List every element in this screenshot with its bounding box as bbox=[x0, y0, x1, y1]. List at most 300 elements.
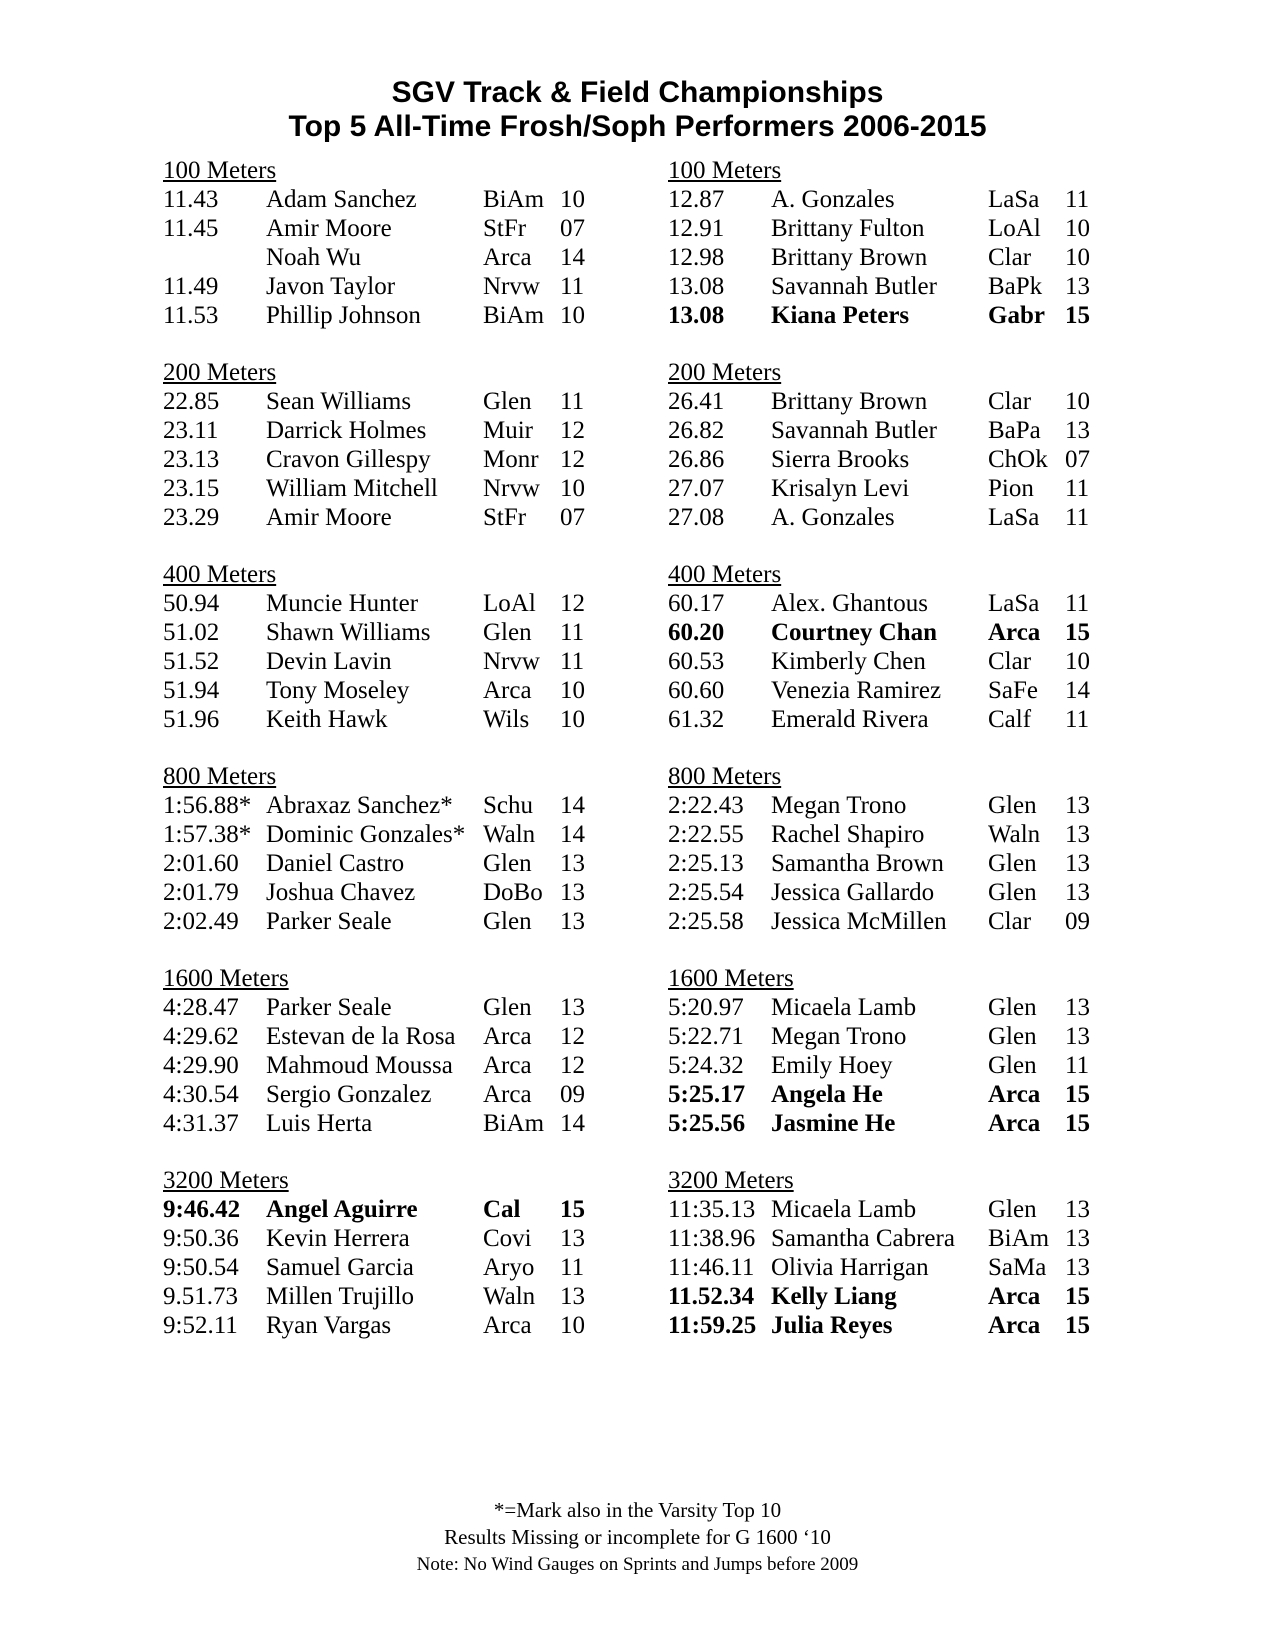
result-year: 15 bbox=[1065, 1081, 1090, 1108]
result-year: 15 bbox=[1065, 302, 1090, 329]
result-mark: 4:28.47 bbox=[163, 994, 239, 1021]
result-row bbox=[668, 185, 1128, 214]
result-name: Devin Lavin bbox=[266, 648, 392, 675]
event-title: 800 Meters bbox=[163, 763, 277, 790]
result-name: Jessica McMillen bbox=[771, 908, 947, 935]
event-block bbox=[668, 964, 1128, 1166]
result-mark: 61.32 bbox=[668, 706, 725, 733]
result-year: 13 bbox=[1065, 1225, 1090, 1252]
result-row bbox=[668, 1022, 1128, 1051]
event-block bbox=[163, 358, 623, 560]
result-mark: 26.86 bbox=[668, 446, 725, 473]
event-block bbox=[163, 1166, 623, 1368]
result-row bbox=[163, 503, 623, 532]
event-block bbox=[668, 1166, 1128, 1368]
result-school: Clar bbox=[988, 908, 1032, 935]
result-year: 13 bbox=[560, 850, 585, 877]
result-year: 13 bbox=[1065, 1023, 1090, 1050]
result-row bbox=[163, 1224, 623, 1253]
result-year: 10 bbox=[1065, 388, 1090, 415]
result-row bbox=[668, 1253, 1128, 1282]
result-year: 10 bbox=[560, 475, 585, 502]
result-mark: 26.41 bbox=[668, 388, 725, 415]
result-year: 13 bbox=[560, 908, 585, 935]
result-name: Savannah Butler bbox=[771, 273, 937, 300]
result-school: StFr bbox=[483, 215, 527, 242]
result-name: Javon Taylor bbox=[266, 273, 396, 300]
result-row bbox=[163, 820, 623, 849]
result-mark: 2:01.79 bbox=[163, 879, 239, 906]
result-year: 11 bbox=[1065, 475, 1090, 502]
result-row bbox=[163, 474, 623, 503]
event-title: 1600 Meters bbox=[668, 965, 794, 992]
result-school: Arca bbox=[483, 1081, 532, 1108]
result-row bbox=[668, 849, 1128, 878]
result-mark: 2:25.58 bbox=[668, 908, 744, 935]
result-school: Arca bbox=[483, 677, 532, 704]
result-mark: 11:38.96 bbox=[668, 1225, 756, 1252]
result-name: Olivia Harrigan bbox=[771, 1254, 929, 1281]
result-year: 07 bbox=[1065, 446, 1090, 473]
result-mark: 11.43 bbox=[163, 186, 219, 213]
result-school: Arca bbox=[988, 619, 1041, 646]
result-school: Waln bbox=[483, 1283, 536, 1310]
result-school: Glen bbox=[483, 850, 532, 877]
result-year: 13 bbox=[1065, 792, 1090, 819]
result-year: 15 bbox=[560, 1196, 585, 1223]
result-school: BaPa bbox=[988, 417, 1041, 444]
result-row bbox=[668, 618, 1128, 647]
result-mark: 51.94 bbox=[163, 677, 220, 704]
result-row bbox=[163, 272, 623, 301]
result-year: 10 bbox=[560, 186, 585, 213]
result-row bbox=[163, 676, 623, 705]
result-year: 13 bbox=[560, 994, 585, 1021]
result-year: 11 bbox=[1065, 1052, 1090, 1079]
event-block bbox=[163, 762, 623, 964]
result-row bbox=[668, 878, 1128, 907]
result-school: SaFe bbox=[988, 677, 1038, 704]
result-name: Luis Herta bbox=[266, 1110, 373, 1137]
result-mark: 11:59.25 bbox=[668, 1312, 757, 1339]
result-row bbox=[668, 1311, 1128, 1340]
result-mark: 1:56.88* bbox=[163, 792, 252, 819]
result-year: 13 bbox=[1065, 1196, 1090, 1223]
result-year: 10 bbox=[1065, 648, 1090, 675]
result-row bbox=[163, 387, 623, 416]
event-block bbox=[668, 560, 1128, 762]
result-name: Micaela Lamb bbox=[771, 994, 917, 1021]
result-name: Megan Trono bbox=[771, 792, 907, 819]
result-mark: 4:29.90 bbox=[163, 1052, 239, 1079]
result-name: Noah Wu bbox=[266, 244, 362, 271]
result-row bbox=[668, 387, 1128, 416]
result-name: Brittany Fulton bbox=[771, 215, 925, 242]
result-mark: 11:35.13 bbox=[668, 1196, 756, 1223]
result-year: 10 bbox=[560, 302, 585, 329]
result-name: Alex. Ghantous bbox=[771, 590, 928, 617]
result-school: BaPk bbox=[988, 273, 1043, 300]
result-mark: 9:50.36 bbox=[163, 1225, 239, 1252]
result-year: 14 bbox=[560, 792, 585, 819]
footnote-missing-results: Results Missing or incomplete for G 1600 ‘10 bbox=[444, 1525, 831, 1549]
result-name: Samantha Cabrera bbox=[771, 1225, 955, 1252]
result-year: 12 bbox=[560, 590, 585, 617]
result-name: Kiana Peters bbox=[771, 302, 910, 329]
result-school: Glen bbox=[988, 850, 1037, 877]
footnote-varsity: *=Mark also in the Varsity Top 10 bbox=[493, 1498, 782, 1522]
result-school: LaSa bbox=[988, 504, 1040, 531]
event-title: 400 Meters bbox=[163, 561, 277, 588]
result-mark: 51.96 bbox=[163, 706, 220, 733]
result-school: Nrvw bbox=[483, 648, 540, 675]
result-year: 12 bbox=[560, 1023, 585, 1050]
result-school: Glen bbox=[483, 619, 532, 646]
result-row bbox=[163, 185, 623, 214]
result-name: Joshua Chavez bbox=[266, 879, 416, 906]
event-title: 3200 Meters bbox=[668, 1167, 794, 1194]
result-year: 13 bbox=[1065, 821, 1090, 848]
result-row bbox=[163, 907, 623, 936]
result-school: Arca bbox=[988, 1283, 1041, 1310]
event-block bbox=[163, 560, 623, 762]
result-row bbox=[668, 676, 1128, 705]
result-year: 15 bbox=[1065, 619, 1090, 646]
result-school: Glen bbox=[988, 792, 1037, 819]
boys-column bbox=[163, 156, 623, 1368]
result-school: Glen bbox=[988, 1023, 1037, 1050]
result-school: LaSa bbox=[988, 186, 1040, 213]
result-school: Glen bbox=[483, 388, 532, 415]
result-year: 09 bbox=[560, 1081, 585, 1108]
result-row bbox=[163, 589, 623, 618]
result-year: 15 bbox=[1065, 1312, 1090, 1339]
result-year: 11 bbox=[560, 619, 585, 646]
result-school: Arca bbox=[483, 1312, 532, 1339]
result-school: Glen bbox=[483, 994, 532, 1021]
result-year: 12 bbox=[560, 1052, 585, 1079]
result-name: Julia Reyes bbox=[771, 1312, 893, 1339]
result-name: Micaela Lamb bbox=[771, 1196, 917, 1223]
result-name: Sergio Gonzalez bbox=[266, 1081, 432, 1108]
result-row bbox=[163, 993, 623, 1022]
result-school: DoBo bbox=[483, 879, 543, 906]
result-mark: 5:22.71 bbox=[668, 1023, 744, 1050]
result-row bbox=[668, 272, 1128, 301]
result-mark: 4:30.54 bbox=[163, 1081, 239, 1108]
result-mark: 5:20.97 bbox=[668, 994, 744, 1021]
result-name: Savannah Butler bbox=[771, 417, 937, 444]
result-school: Schu bbox=[483, 792, 533, 819]
result-year: 13 bbox=[1065, 850, 1090, 877]
result-row bbox=[668, 1282, 1128, 1311]
result-row bbox=[668, 993, 1128, 1022]
result-school: Arca bbox=[483, 244, 532, 271]
result-school: Glen bbox=[988, 994, 1037, 1021]
result-name: Brittany Brown bbox=[771, 244, 928, 271]
result-row bbox=[163, 1195, 623, 1224]
result-mark: 11.45 bbox=[163, 215, 219, 242]
result-name: Rachel Shapiro bbox=[771, 821, 925, 848]
footnote-wind-gauges: Note: No Wind Gauges on Sprints and Jumps before 2009 bbox=[416, 1554, 859, 1575]
result-mark: 2:25.54 bbox=[668, 879, 744, 906]
result-mark: 23.11 bbox=[163, 417, 219, 444]
result-mark: 23.29 bbox=[163, 504, 220, 531]
result-year: 11 bbox=[560, 648, 585, 675]
result-row bbox=[668, 1224, 1128, 1253]
result-year: 13 bbox=[1065, 879, 1090, 906]
result-school: Nrvw bbox=[483, 475, 540, 502]
result-name: Cravon Gillespy bbox=[266, 446, 431, 473]
result-year: 14 bbox=[560, 1110, 585, 1137]
result-year: 13 bbox=[1065, 1254, 1090, 1281]
result-school: Arca bbox=[483, 1023, 532, 1050]
result-school: Monr bbox=[483, 446, 539, 473]
result-school: Muir bbox=[483, 417, 533, 444]
result-name: Kimberly Chen bbox=[771, 648, 926, 675]
result-row bbox=[668, 1195, 1128, 1224]
result-name: Daniel Castro bbox=[266, 850, 405, 877]
result-school: Wils bbox=[483, 706, 530, 733]
result-mark: 12.87 bbox=[668, 186, 725, 213]
result-mark: 9:50.54 bbox=[163, 1254, 239, 1281]
result-row bbox=[163, 1311, 623, 1340]
result-name: Jasmine He bbox=[771, 1110, 896, 1137]
result-name: Muncie Hunter bbox=[266, 590, 419, 617]
result-year: 09 bbox=[1065, 908, 1090, 935]
result-row bbox=[163, 416, 623, 445]
result-year: 11 bbox=[560, 1254, 585, 1281]
result-row bbox=[668, 647, 1128, 676]
result-mark: 9:46.42 bbox=[163, 1196, 241, 1223]
result-name: Samuel Garcia bbox=[266, 1254, 414, 1281]
result-school: Waln bbox=[483, 821, 536, 848]
result-mark: 23.13 bbox=[163, 446, 220, 473]
result-name: Sean Williams bbox=[266, 388, 412, 415]
result-row bbox=[163, 301, 623, 330]
result-year: 11 bbox=[560, 273, 585, 300]
result-row bbox=[163, 1253, 623, 1282]
event-block bbox=[668, 156, 1128, 358]
result-mark: 27.07 bbox=[668, 475, 725, 502]
result-name: Angela He bbox=[771, 1081, 883, 1108]
result-name: Phillip Johnson bbox=[266, 302, 421, 329]
result-mark: 22.85 bbox=[163, 388, 220, 415]
result-mark: 11.53 bbox=[163, 302, 219, 329]
result-school: BiAm bbox=[483, 1110, 545, 1137]
result-year: 11 bbox=[1065, 590, 1090, 617]
result-year: 10 bbox=[560, 677, 585, 704]
result-school: Arca bbox=[988, 1312, 1041, 1339]
result-name: Parker Seale bbox=[266, 908, 392, 935]
result-mark: 2:22.55 bbox=[668, 821, 744, 848]
result-name: Sierra Brooks bbox=[771, 446, 910, 473]
result-year: 10 bbox=[1065, 215, 1090, 242]
result-mark: 2:25.13 bbox=[668, 850, 744, 877]
result-row bbox=[668, 907, 1128, 936]
result-year: 10 bbox=[560, 1312, 585, 1339]
result-year: 11 bbox=[1065, 504, 1090, 531]
result-name: Mahmoud Moussa bbox=[266, 1052, 453, 1079]
event-block bbox=[163, 156, 623, 358]
result-year: 11 bbox=[560, 388, 585, 415]
result-row bbox=[163, 705, 623, 734]
result-row bbox=[163, 618, 623, 647]
result-row bbox=[163, 647, 623, 676]
result-row bbox=[668, 589, 1128, 618]
result-row bbox=[163, 445, 623, 474]
event-block bbox=[668, 762, 1128, 964]
result-year: 12 bbox=[560, 417, 585, 444]
result-mark: 12.98 bbox=[668, 244, 725, 271]
result-year: 15 bbox=[1065, 1283, 1090, 1310]
result-year: 10 bbox=[560, 706, 585, 733]
result-year: 10 bbox=[1065, 244, 1090, 271]
result-row bbox=[668, 301, 1128, 330]
result-row bbox=[163, 214, 623, 243]
result-school: StFr bbox=[483, 504, 527, 531]
result-school: Glen bbox=[988, 879, 1037, 906]
result-year: 12 bbox=[560, 446, 585, 473]
result-name: Courtney Chan bbox=[771, 619, 937, 646]
result-year: 11 bbox=[1065, 706, 1090, 733]
result-name: Amir Moore bbox=[266, 504, 392, 531]
result-school: Gabr bbox=[988, 302, 1045, 329]
result-row bbox=[668, 214, 1128, 243]
result-row bbox=[163, 878, 623, 907]
result-school: Nrvw bbox=[483, 273, 540, 300]
result-mark: 1:57.38* bbox=[163, 821, 252, 848]
result-year: 14 bbox=[1065, 677, 1090, 704]
result-mark: 9.51.73 bbox=[163, 1283, 238, 1310]
result-school: Arca bbox=[988, 1081, 1041, 1108]
result-name: Kelly Liang bbox=[771, 1283, 897, 1310]
result-name: A. Gonzales bbox=[771, 186, 895, 213]
result-mark: 2:01.60 bbox=[163, 850, 239, 877]
document-subtitle: Top 5 All-Time Frosh/Soph Performers 2006-2015 bbox=[288, 110, 987, 143]
result-name: Darrick Holmes bbox=[266, 417, 427, 444]
result-mark: 9:52.11 bbox=[163, 1312, 238, 1339]
result-year: 13 bbox=[560, 879, 585, 906]
event-title: 100 Meters bbox=[163, 157, 277, 184]
result-year: 11 bbox=[1065, 186, 1090, 213]
result-mark: 60.20 bbox=[668, 619, 725, 646]
result-mark: 51.52 bbox=[163, 648, 220, 675]
result-name: Shawn Williams bbox=[266, 619, 431, 646]
result-mark: 12.91 bbox=[668, 215, 725, 242]
result-school: Covi bbox=[483, 1225, 532, 1252]
result-mark: 26.82 bbox=[668, 417, 725, 444]
result-row bbox=[163, 849, 623, 878]
result-mark: 27.08 bbox=[668, 504, 725, 531]
result-name: A. Gonzales bbox=[771, 504, 895, 531]
result-row bbox=[668, 445, 1128, 474]
result-mark: 5:24.32 bbox=[668, 1052, 744, 1079]
result-mark: 4:31.37 bbox=[163, 1110, 239, 1137]
result-row bbox=[163, 1282, 623, 1311]
result-school: LoAl bbox=[988, 215, 1041, 242]
result-name: Millen Trujillo bbox=[266, 1283, 414, 1310]
result-school: ChOk bbox=[988, 446, 1048, 473]
result-row bbox=[163, 1022, 623, 1051]
result-school: Pion bbox=[988, 475, 1034, 502]
result-school: Aryo bbox=[483, 1254, 535, 1281]
result-row bbox=[163, 1080, 623, 1109]
result-year: 13 bbox=[1065, 273, 1090, 300]
result-mark: 60.53 bbox=[668, 648, 725, 675]
result-mark: 4:29.62 bbox=[163, 1023, 239, 1050]
result-row bbox=[163, 791, 623, 820]
result-name: Abraxaz Sanchez* bbox=[266, 792, 453, 819]
result-year: 13 bbox=[560, 1225, 585, 1252]
result-name: Keith Hawk bbox=[266, 706, 388, 733]
result-name: Jessica Gallardo bbox=[771, 879, 935, 906]
result-school: Clar bbox=[988, 244, 1032, 271]
result-row bbox=[668, 705, 1128, 734]
result-mark: 23.15 bbox=[163, 475, 220, 502]
result-name: Amir Moore bbox=[266, 215, 392, 242]
result-name: Ryan Vargas bbox=[266, 1312, 392, 1339]
result-mark: 11.52.34 bbox=[668, 1283, 755, 1310]
result-school: Waln bbox=[988, 821, 1041, 848]
result-mark: 2:02.49 bbox=[163, 908, 239, 935]
result-name: Angel Aguirre bbox=[266, 1196, 418, 1223]
event-title: 100 Meters bbox=[668, 157, 782, 184]
result-mark: 51.02 bbox=[163, 619, 220, 646]
document-title: SGV Track & Field Championships bbox=[391, 76, 884, 109]
result-name: Estevan de la Rosa bbox=[266, 1023, 456, 1050]
result-row bbox=[668, 820, 1128, 849]
result-school: Clar bbox=[988, 648, 1032, 675]
result-name: Parker Seale bbox=[266, 994, 392, 1021]
result-name: Venezia Ramirez bbox=[771, 677, 942, 704]
result-year: 15 bbox=[1065, 1110, 1090, 1137]
result-school: Arca bbox=[483, 1052, 532, 1079]
result-name: Tony Moseley bbox=[266, 677, 410, 704]
result-school: Calf bbox=[988, 706, 1032, 733]
result-year: 07 bbox=[560, 215, 585, 242]
result-year: 14 bbox=[560, 244, 585, 271]
result-row bbox=[163, 1109, 623, 1138]
result-row bbox=[668, 791, 1128, 820]
result-mark: 11:46.11 bbox=[668, 1254, 755, 1281]
result-school: LaSa bbox=[988, 590, 1040, 617]
result-mark: 13.08 bbox=[668, 273, 725, 300]
result-mark: 11.49 bbox=[163, 273, 219, 300]
result-school: Cal bbox=[483, 1196, 521, 1223]
result-mark: 5:25.56 bbox=[668, 1110, 746, 1137]
result-mark: 2:22.43 bbox=[668, 792, 744, 819]
event-title: 3200 Meters bbox=[163, 1167, 289, 1194]
result-school: BiAm bbox=[988, 1225, 1050, 1252]
result-name: Samantha Brown bbox=[771, 850, 944, 877]
result-mark: 5:25.17 bbox=[668, 1081, 746, 1108]
result-row bbox=[668, 474, 1128, 503]
result-school: Glen bbox=[988, 1196, 1037, 1223]
result-name: Emily Hoey bbox=[771, 1052, 893, 1079]
result-row bbox=[668, 503, 1128, 532]
event-block bbox=[163, 964, 623, 1166]
result-name: Krisalyn Levi bbox=[771, 475, 910, 502]
result-year: 13 bbox=[1065, 417, 1090, 444]
event-title: 400 Meters bbox=[668, 561, 782, 588]
event-title: 1600 Meters bbox=[163, 965, 289, 992]
result-school: SaMa bbox=[988, 1254, 1047, 1281]
result-row bbox=[668, 1080, 1128, 1109]
event-title: 200 Meters bbox=[668, 359, 782, 386]
result-name: Megan Trono bbox=[771, 1023, 907, 1050]
result-year: 07 bbox=[560, 504, 585, 531]
